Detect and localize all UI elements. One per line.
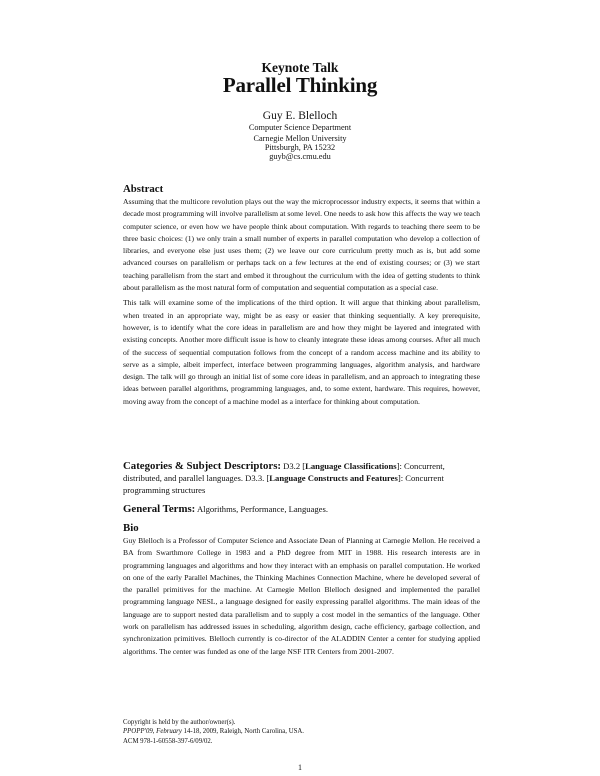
category-1-name: Language Classifications xyxy=(305,461,397,471)
author-city: Pittsburgh, PA 15232 xyxy=(264,143,336,152)
categories-heading: Categories & Subject Descriptors: xyxy=(123,460,282,472)
general-terms-text: Algorithms, Performance, Languages. xyxy=(196,504,328,514)
bio-paragraph: Guy Blelloch is a Professor of Computer Science and Associate Dean of Planning at Carnegie Mellon. He received a BA from Swarthmore College in 1983 and a PhD degree from MIT in 1988. His research interests are in programming languages and algorithms and how they interact with an emphasis on parallel computation. He worked on one of the early Parallel Machines, the Thinking Machines Connection Machine, where he developed several of the parallel primitives for the machine. At Carnegie Mellon Blelloch designed and implemented the parallel programming language NESL, a language designed for easily expressing parallel algorithms. The main ideas of the language are to support nested data parallelism and to supply a cost model in the semantics of the language. Other work on parallelism has addressed issues in scheduling, algorithm design, cache efficiency, garbage collection, and synchronization primitives. Blelloch currently is co-director of the ALADDIN Center a center for studying applied algorithms. The center was funded as one of the large NSF ITR Centers from 2001-2007. xyxy=(123,536,480,656)
general-terms-section xyxy=(123,504,480,516)
bio-section xyxy=(123,522,480,658)
abstract-heading: Abstract xyxy=(123,183,164,195)
abstract-paragraph-2: This talk will examine some of the implications of the third option. It will argue that thinking about parallelism, when treated in an appropriate way, might be as easy or easier that thinking sequentially. A key prerequisite, however, is to identify what the core ideas in parallelism are and how they might be layered and integrated with existing concepts. Another more difficult issue is how to cleanly integrate these ideas among courses. After all much of the success of sequential computation follows from the concept of a random access machine and its ability to serve as a simple, albeit imperfect, interface between programming languages, algorithm analysis, and hardware design. The talk will go through an initial list of some core ideas in parallelism, and an approach to integrating these ideas between parallel algorithms, programming languages, and, to some extent, hardware. This requires, however, moving away from the concept of a machine model as a interface for thinking about computation. xyxy=(123,298,480,406)
copyright-footnote xyxy=(123,718,480,746)
author-email: guyb@cs.cmu.edu xyxy=(269,152,331,161)
general-terms-heading: General Terms: xyxy=(123,503,196,515)
abstract-section xyxy=(123,183,480,408)
bio-heading: Bio xyxy=(123,522,139,534)
conference-location: 14-18, 2009, Raleigh, North Carolina, USA. xyxy=(183,728,304,736)
acm-isbn-line: ACM 978-1-60558-397-6/09/02. xyxy=(123,737,213,745)
conference-name: PPOPP'09, xyxy=(123,728,155,736)
author-department: Computer Science Department xyxy=(248,123,352,132)
category-2-name: Language Constructs and Features xyxy=(269,472,398,483)
talk-type: Keynote Talk xyxy=(261,60,339,75)
categories-section xyxy=(123,461,480,496)
abstract-paragraph-1: Assuming that the multicore revolution plays out the way the microprocessor industry expects, it seems that within a decade most programming will involve parallelism at some level. One needs to ask how this affects the way we teach computer science, or even how we have people think about computation. With regards to teaching there seem to be three basic choices: (1) we only train a small number of experts in parallel computation who develop a collection of libraries, and everyone else just uses them; (2) we leave our core curriculum pretty much as is, but add some advanced courses on parallelism or perhaps tack on a few lectures at the end of existing courses; or (3) we start teaching parallelism from the start and embed it throughout the curriculum with the idea of getting students to think about parallelism as the most natural form of computation and sequential computation as a special case. xyxy=(123,197,480,293)
category-2-detail: ]: Concurrent programming structures xyxy=(123,472,444,495)
category-1-detail: ]: Concurrent, distributed, and parallel languages. D3.3. [ xyxy=(123,461,445,483)
copyright-line: Copyright is held by the author/owner(s). xyxy=(123,719,236,726)
category-1-code: D3.2 [ xyxy=(283,461,306,471)
conference-month: February xyxy=(156,728,182,736)
conference-line xyxy=(123,727,480,736)
page-number: 1 xyxy=(298,763,302,772)
author-name: Guy E. Blelloch xyxy=(262,110,338,122)
paper-title: Parallel Thinking xyxy=(222,73,378,97)
author-university: Carnegie Mellon University xyxy=(253,134,347,143)
